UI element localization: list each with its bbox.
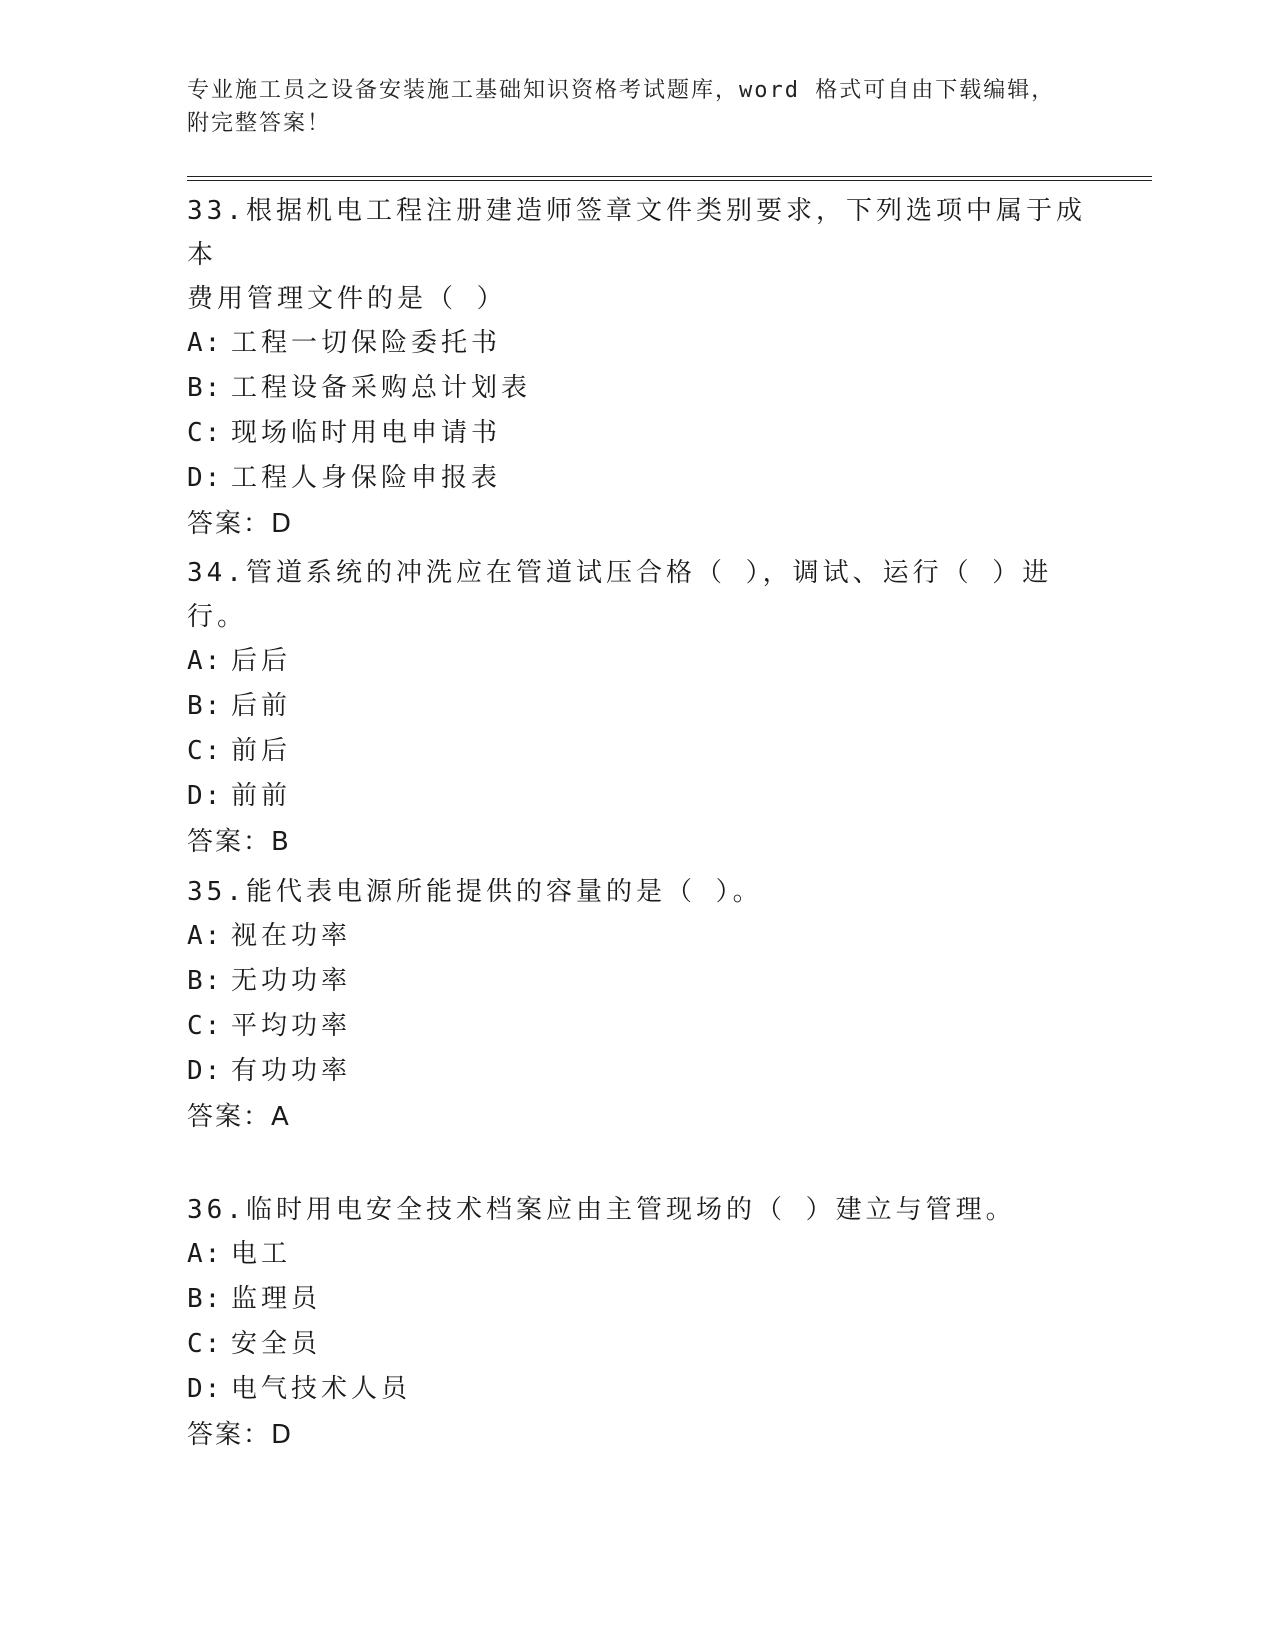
- option-text: 工程人身保险申报表: [231, 463, 502, 493]
- option-c: [187, 1322, 1107, 1367]
- header-line-2: 附完整答案！: [187, 111, 332, 136]
- question-35: [187, 870, 1107, 1140]
- option-a: [187, 321, 1107, 366]
- option-text: 后后: [231, 646, 292, 676]
- option-b: [187, 366, 1107, 411]
- option-key: D:: [187, 1056, 223, 1086]
- option-b: [187, 684, 1107, 729]
- option-a: [187, 639, 1107, 684]
- option-key: B:: [187, 691, 223, 721]
- question-36: [187, 1188, 1107, 1458]
- option-text: 电气技术人员: [231, 1374, 412, 1404]
- option-c: [187, 729, 1107, 774]
- option-a: [187, 1232, 1107, 1277]
- question-title: 33.根据机电工程注册建造师签章文件类别要求，下列选项中属于成本: [187, 196, 1086, 270]
- header-divider-bottom: [187, 180, 1152, 181]
- option-text: 安全员: [231, 1329, 322, 1359]
- option-key: A:: [187, 1239, 223, 1269]
- option-key: D:: [187, 781, 223, 811]
- option-b: [187, 959, 1107, 1004]
- option-key: C:: [187, 1329, 223, 1359]
- option-a: [187, 914, 1107, 959]
- option-text: 现场临时用电申请书: [231, 418, 502, 448]
- option-key: A:: [187, 328, 223, 358]
- option-key: A:: [187, 646, 223, 676]
- option-key: C:: [187, 418, 223, 448]
- option-d: [187, 774, 1107, 819]
- option-key: A:: [187, 921, 223, 951]
- option-text: 电工: [231, 1239, 292, 1269]
- question-title: 36.临时用电安全技术档案应由主管现场的（ ）建立与管理。: [187, 1195, 1016, 1225]
- question-34: [187, 551, 1107, 865]
- option-key: C:: [187, 1011, 223, 1041]
- option-key: D:: [187, 463, 223, 493]
- option-text: 平均功率: [231, 1011, 352, 1041]
- option-text: 视在功率: [231, 921, 352, 951]
- option-key: B:: [187, 966, 223, 996]
- option-text: 监理员: [231, 1284, 322, 1314]
- option-text: 无功功率: [231, 966, 352, 996]
- option-d: [187, 1049, 1107, 1094]
- option-text: 工程一切保险委托书: [231, 328, 502, 358]
- option-key: C:: [187, 736, 223, 766]
- option-d: [187, 456, 1107, 501]
- option-d: [187, 1367, 1107, 1412]
- option-c: [187, 1004, 1107, 1049]
- document-header: [187, 74, 1087, 140]
- header-line-1: 专业施工员之设备安装施工基础知识资格考试题库，word 格式可自由下载编辑，: [187, 78, 1056, 103]
- question-title-continued: 费用管理文件的是（ ）: [187, 284, 507, 314]
- option-text: 前前: [231, 781, 292, 811]
- option-text: 后前: [231, 691, 292, 721]
- answer-line: 答案：D: [187, 1420, 294, 1450]
- option-text: 有功功率: [231, 1056, 352, 1086]
- question-title: 35.能代表电源所能提供的容量的是（ ）。: [187, 877, 763, 907]
- option-key: D:: [187, 1374, 223, 1404]
- option-text: 工程设备采购总计划表: [231, 373, 532, 403]
- option-key: B:: [187, 1284, 223, 1314]
- question-33: [187, 189, 1107, 547]
- header-divider-top: [187, 176, 1152, 177]
- option-key: B:: [187, 373, 223, 403]
- option-c: [187, 411, 1107, 456]
- answer-line: 答案：A: [187, 1102, 291, 1132]
- option-text: 前后: [231, 736, 292, 766]
- option-b: [187, 1277, 1107, 1322]
- question-title: 34.管道系统的冲洗应在管道试压合格（ ），调试、运行（ ）进行。: [187, 558, 1053, 632]
- answer-line: 答案：B: [187, 827, 291, 857]
- answer-line: 答案：D: [187, 509, 294, 539]
